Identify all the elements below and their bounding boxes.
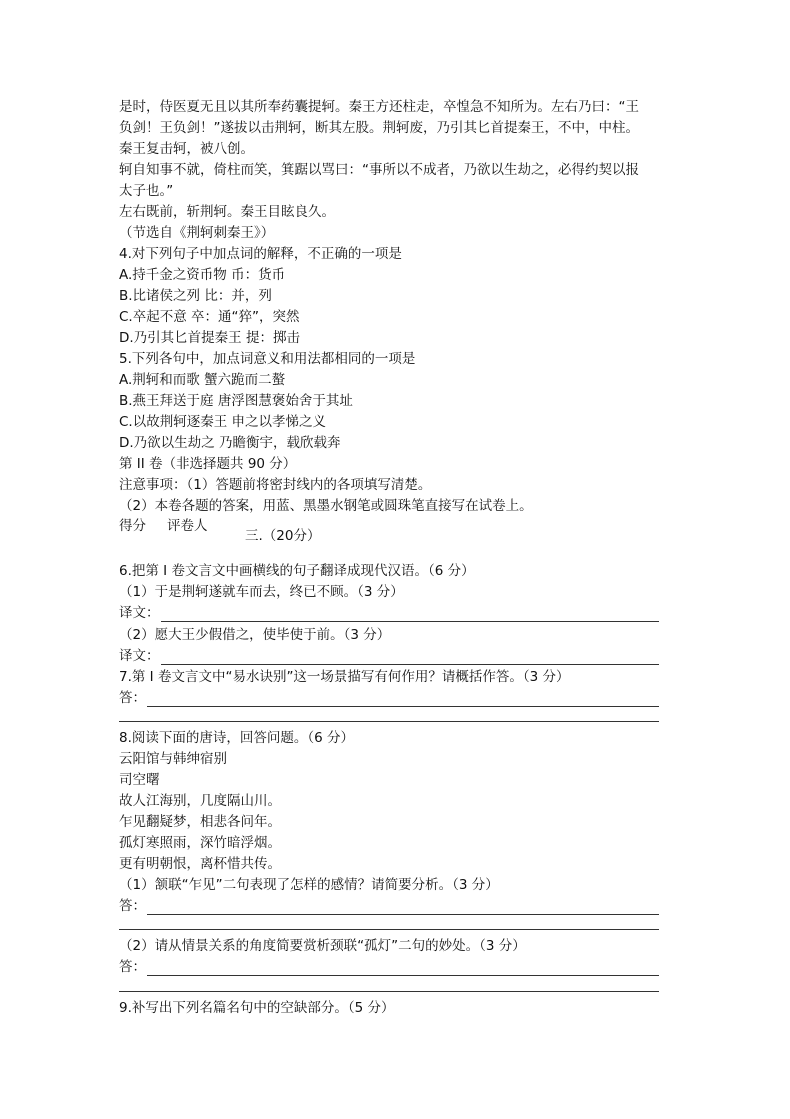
poem-title: 云阳馆与韩绅宿别 [119,751,227,767]
answer-line[interactable] [119,721,659,722]
answer-label: 译文： [119,648,160,664]
answer-label: 答： [119,898,146,914]
poem-line: 孤灯寒照雨，深竹暗浮烟。 [119,835,281,851]
poem-line: 故人江海别，几度隔山川。 [119,793,281,809]
passage-line: 秦王复击轲，被八创。 [119,141,254,157]
answer-label: 答： [119,959,146,975]
q8-sub-2: （2）请从情景关系的角度简要赏析颈联“孤灯”二句的妙处。（3 分） [119,938,526,954]
q7-stem: 7.第 I 卷文言文中“易水诀别”这一场景描写有何作用？请概括作答。（3 分） [119,669,570,685]
answer-line[interactable] [147,975,659,976]
answer-line[interactable] [161,664,659,665]
q5-option-a: A.荆轲和而歌 蟹六跪而二螯 [119,372,286,388]
q8-answer-1[interactable] [119,896,659,916]
q5-option-c: C.以故荆轲逐秦王 申之以孝悌之义 [119,414,327,430]
passage-line: 轲自知事不就，倚柱而笑，箕踞以骂曰：“事所以不成者，乃欲以生劫之，必得约契以报 [119,162,639,178]
passage-line: 太子也。” [119,183,174,199]
passage-line: 左右既前，斩荆轲。秦王目眩良久。 [119,204,335,220]
answer-label: 答： [119,690,146,706]
q5-option-b: B.燕王拜送于庭 唐浮图慧褒始舍于其址 [119,393,353,409]
answer-label: 译文： [119,605,160,621]
q6-answer-2[interactable] [119,646,659,666]
q5-option-d: D.乃欲以生劫之 乃瞻衡宇，载欣载奔 [119,435,341,451]
answer-line[interactable] [119,991,659,992]
q4-option-d: D.乃引其匕首提秦王 提：掷击 [119,330,300,346]
q4-option-c: C.卒起不意 卒：通“猝”，突然 [119,309,300,325]
q9-stem: 9.补写出下列名篇名句中的空缺部分。（5 分） [119,1000,395,1016]
section-heading: 三.（20分） [245,528,321,544]
q7-answer[interactable] [119,688,659,708]
answer-line[interactable] [147,706,659,707]
q6-answer-1[interactable] [119,603,659,623]
passage-source: （节选自《荆轲刺秦王》） [119,225,275,241]
answer-line[interactable] [147,914,659,915]
poem-line: 更有明朝恨，离杯惜共传。 [119,856,281,872]
q6-stem: 6.把第 I 卷文言文中画横线的句子翻译成现代汉语。（6 分） [119,563,475,579]
passage-line: 负剑！王负剑！”遂拔以击荆轲，断其左股。荆轲废，乃引其匕首提秦王，不中，中柱。 [119,120,639,136]
answer-line[interactable] [161,621,659,622]
grader-label: 评卷人 [167,518,208,534]
q8-sub-1: （1）颔联“乍见”二句表现了怎样的感情？请简要分析。（3 分） [119,877,499,893]
answer-line[interactable] [119,929,659,930]
q4-stem: 4.对下列句子中加点词的解释，不正确的一项是 [119,246,402,262]
q8-stem: 8.阅读下面的唐诗，回答问题。（6 分） [119,730,355,746]
part2-notice-1: 注意事项：（1）答题前将密封线内的各项填写清楚。 [119,477,432,493]
q5-stem: 5.下列各句中，加点词意义和用法都相同的一项是 [119,351,416,367]
poem-author: 司空曙 [119,772,160,788]
q6-sub-1: （1）于是荆轲遂就车而去，终已不顾。（3 分） [119,584,404,600]
q8-answer-2[interactable] [119,957,659,977]
q4-option-b: B.比诸侯之列 比：并，列 [119,288,272,304]
score-label: 得分 [119,518,146,534]
part2-notice-2: （2）本卷各题的答案，用蓝、黑墨水钢笔或圆珠笔直接写在试卷上。 [119,498,533,514]
poem-line: 乍见翻疑梦，相悲各问年。 [119,814,281,830]
part2-title: 第 II 卷（非选择题共 90 分） [119,456,297,472]
passage-line: 是时，侍医夏无且以其所奉药囊提轲。秦王方还柱走，卒惶急不知所为。左右乃曰：“王 [119,99,639,115]
q4-option-a: A.持千金之资币物 币：货币 [119,267,286,283]
q6-sub-2: （2）愿大王少假借之，使毕使于前。（3 分） [119,627,391,643]
